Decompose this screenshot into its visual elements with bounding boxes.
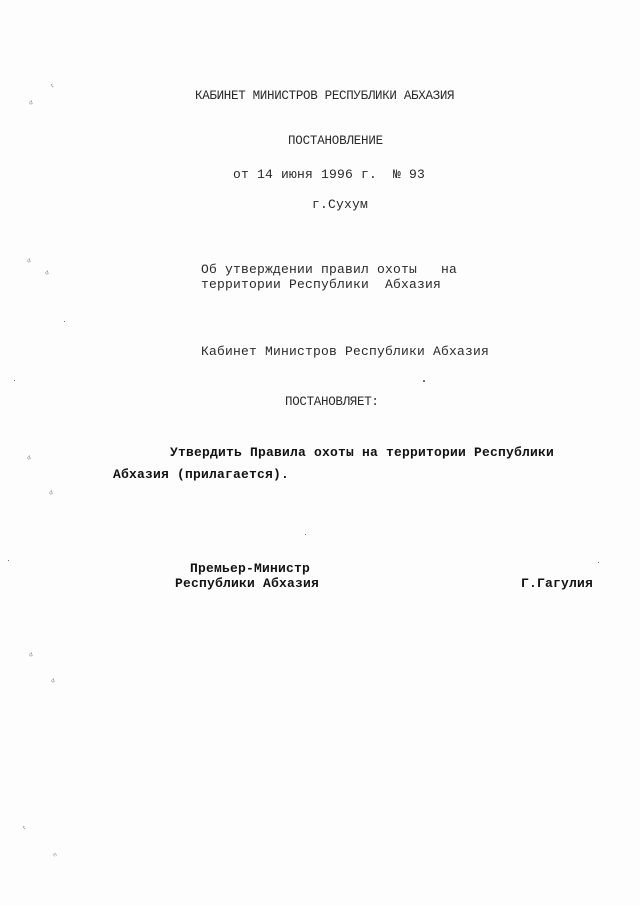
scan-dot <box>598 562 599 563</box>
scan-speck: ⁿ <box>52 851 60 863</box>
body-text-line-1: Утвердить Правила охоты на территории Республики <box>170 445 555 460</box>
scan-speck: ᵗ <box>50 82 57 94</box>
issuer: Кабинет Министров Республики Абхазия <box>201 344 490 359</box>
scan-speck: ᵈ <box>26 257 34 269</box>
document-type: ПОСТАНОВЛЕНИЕ <box>288 134 383 148</box>
cabinet-heading: КАБИНЕТ МИНИСТРОВ РЕСПУБЛИКИ АБХАЗИЯ <box>195 89 455 103</box>
scan-speck: ᵈ <box>28 99 36 111</box>
scan-speck: ᵈ <box>28 651 36 663</box>
scan-speck: ᵈ <box>48 489 56 501</box>
scan-dot <box>305 534 306 535</box>
decree-word: ПОСТАНОВЛЯЕТ: <box>285 395 379 409</box>
subject-line-1: Об утверждении правил охоты на <box>201 262 458 277</box>
signatory-name: Г.Гагулия <box>521 576 594 591</box>
subject-line-2: территории Республики Абхазия <box>201 277 442 292</box>
scan-speck: ᵗ <box>22 824 29 836</box>
scan-dot <box>64 321 65 322</box>
scan-dot <box>14 380 15 381</box>
scan-dot <box>423 380 425 382</box>
body-text-line-2: Абхазия (прилагается). <box>113 467 290 482</box>
signatory-title-line-1: Премьер-Министр <box>190 561 311 576</box>
date-number: от 14 июня 1996 г. № 93 <box>233 167 426 182</box>
scan-speck: ᵈ <box>26 454 34 466</box>
signatory-title-line-2: Республики Абхазия <box>175 576 320 591</box>
scan-speck: ᵈ <box>44 269 52 281</box>
scan-dot <box>8 560 9 561</box>
city: г.Сухум <box>312 197 369 212</box>
scan-speck: ᵈ <box>50 677 58 689</box>
